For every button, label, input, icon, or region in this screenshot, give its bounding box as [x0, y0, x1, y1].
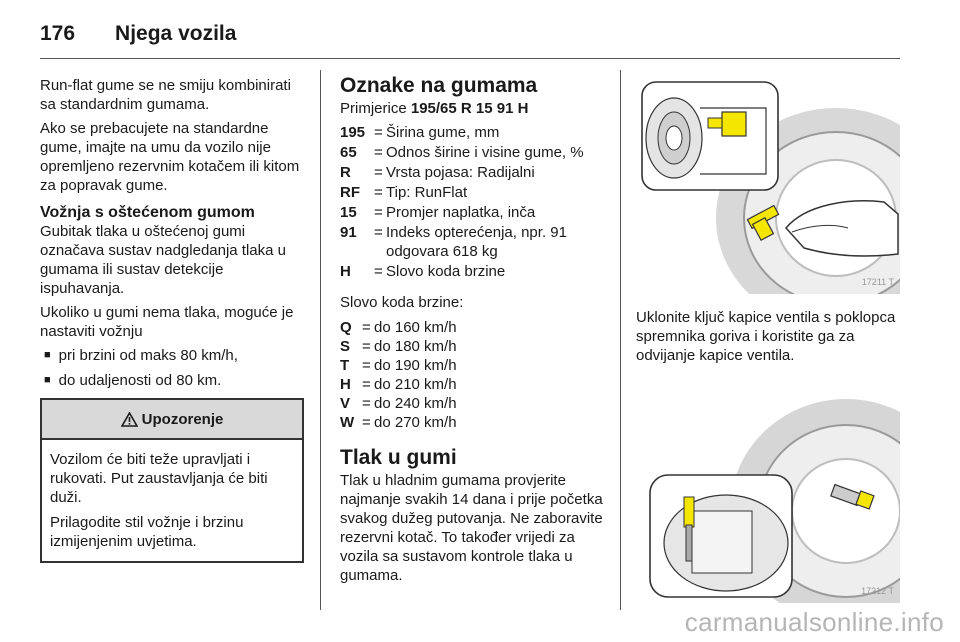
speed-code-value: do 160 km/h — [374, 319, 457, 336]
speed-code-list — [340, 318, 608, 432]
section-heading-tyre-markings: Oznake na gumama — [340, 74, 538, 97]
equals-sign: = — [362, 414, 371, 431]
warning-header — [42, 400, 302, 440]
column-left — [40, 76, 308, 563]
speed-code-key: S — [340, 338, 351, 355]
page-number: 176 — [40, 22, 76, 45]
pressure-loss-paragraph: Gubitak tlaka u oštećenoj gumi označava sustav nadgledanja tlaka u gumama ili sustav detekcije ispuhavanja. — [40, 223, 287, 297]
speed-code-key: T — [340, 357, 350, 374]
section-heading-tyre-pressure: Tlak u gumi — [340, 446, 457, 469]
tyre-code-definition-key: 15 — [340, 204, 357, 221]
tyre-code-definition-value: Slovo koda brzine — [386, 263, 506, 280]
figure-caption: Uklonite ključ kapice ventila s poklopca spremnika goriva i koristite ga za odvijanje kapice ventila. — [636, 309, 896, 364]
driving-limits-list — [40, 346, 308, 390]
watermark: carmanualsonline.info — [684, 607, 944, 637]
speed-code-key: Q — [340, 319, 352, 336]
section-heading-damaged-tyre: Vožnja s oštećenom gumom — [40, 204, 255, 221]
speed-code-value: do 210 km/h — [374, 376, 457, 393]
page-title: Njega vozila — [115, 22, 237, 45]
tyre-code-definition-key: R — [340, 164, 351, 181]
tyre-code-definition-key: 195 — [340, 124, 366, 141]
tyre-code-definition-key: RF — [340, 184, 360, 201]
tyre-code-definition-key: 65 — [340, 144, 357, 161]
figure-number: 17212 T — [861, 586, 894, 596]
warning-paragraph: Vozilom će biti teže upravljati i rukovati. Put zaustavljanja će biti duži. — [50, 451, 268, 506]
bullet-square-icon: ■ — [44, 349, 51, 361]
illustration-fuel-flap-valve — [636, 78, 900, 294]
equals-sign: = — [362, 338, 371, 355]
column-right — [636, 76, 904, 603]
tyre-code: 195/65 R 15 91 H — [410, 100, 529, 117]
column-divider-2 — [620, 70, 621, 610]
equals-sign: = — [374, 144, 383, 161]
equals-sign: = — [362, 319, 371, 336]
tyre-code-definition-key: H — [340, 263, 351, 280]
tyre-code-definition-value: Tip: RunFlat — [386, 184, 468, 201]
tyre-code-definition-value: Promjer naplatka, inča — [386, 204, 536, 221]
illustration-tyre-valve-cap — [636, 393, 900, 603]
tyre-code-definitions — [340, 123, 608, 281]
warning-box — [40, 398, 304, 563]
runflat-paragraph: Run-flat gume se ne smiju kombinirati sa standardnim gumama. — [40, 77, 291, 113]
tyre-code-definition-key: 91 — [340, 224, 357, 241]
equals-sign: = — [362, 395, 371, 412]
equals-sign: = — [374, 204, 383, 221]
figure-number: 17211 T — [861, 277, 894, 287]
list-item: ■ pri brzini od maks 80 km/h, — [44, 347, 238, 364]
speed-code-value: do 240 km/h — [374, 395, 457, 412]
tyre-code-definition-value: Indeks opterećenja, npr. 91 odgovara 618 kg — [386, 224, 567, 260]
speed-code-intro: Slovo koda brzine: — [340, 294, 464, 311]
warning-body — [42, 440, 302, 561]
speed-code-value: do 180 km/h — [374, 338, 457, 355]
tyre-code-definition-value: Vrsta pojasa: Radijalni — [386, 164, 535, 181]
tyre-pressure-paragraph: Tlak u hladnim gumama provjerite najmanje svakih 14 dana i prije početka svakog dužeg putovanja. Ne zaboravite rezervni kotač. To također vrijedi za vozila sa sustavom kontrole tlaka u gumama. — [340, 472, 603, 584]
equals-sign: = — [374, 124, 383, 141]
equals-sign: = — [374, 263, 383, 280]
figure-valve-cap-key — [636, 78, 900, 294]
equals-sign: = — [374, 184, 383, 201]
tyre-code-example: Primjerice 195/65 R 15 91 H — [340, 100, 529, 117]
speed-code-value: do 270 km/h — [374, 414, 457, 431]
list-item: ■ do udaljenosti od 80 km. — [44, 372, 222, 389]
column-middle — [340, 76, 608, 590]
column-divider-1 — [320, 70, 321, 610]
equals-sign: = — [362, 376, 371, 393]
header-divider — [40, 58, 900, 59]
tyre-code-definition-value: Odnos širine i visine gume, % — [386, 144, 584, 161]
bullet-square-icon: ■ — [44, 374, 51, 386]
equals-sign: = — [362, 357, 371, 374]
speed-code-key: W — [340, 414, 355, 431]
page-header — [40, 14, 900, 54]
warning-triangle-icon — [121, 412, 138, 427]
equals-sign: = — [374, 224, 383, 241]
equals-sign: = — [374, 164, 383, 181]
figure-valve-cap — [636, 393, 900, 603]
speed-code-value: do 190 km/h — [374, 357, 457, 374]
speed-code-key: H — [340, 376, 351, 393]
standard-tyres-paragraph: Ako se prebacujete na standardne gume, imajte na umu da vozilo nije opremljeno rezervnim kotačem ili kitom za popravak gume. — [40, 120, 300, 194]
warning-paragraph: Prilagodite stil vožnje i brzinu izmijenjenim uvjetima. — [50, 514, 244, 550]
continue-driving-paragraph: Ukoliko u gumi nema tlaka, moguće je nastaviti vožnju — [40, 304, 294, 340]
speed-code-key: V — [340, 395, 351, 412]
warning-title: Upozorenje — [141, 410, 224, 428]
tyre-code-definition-value: Širina gume, mm — [386, 124, 500, 141]
